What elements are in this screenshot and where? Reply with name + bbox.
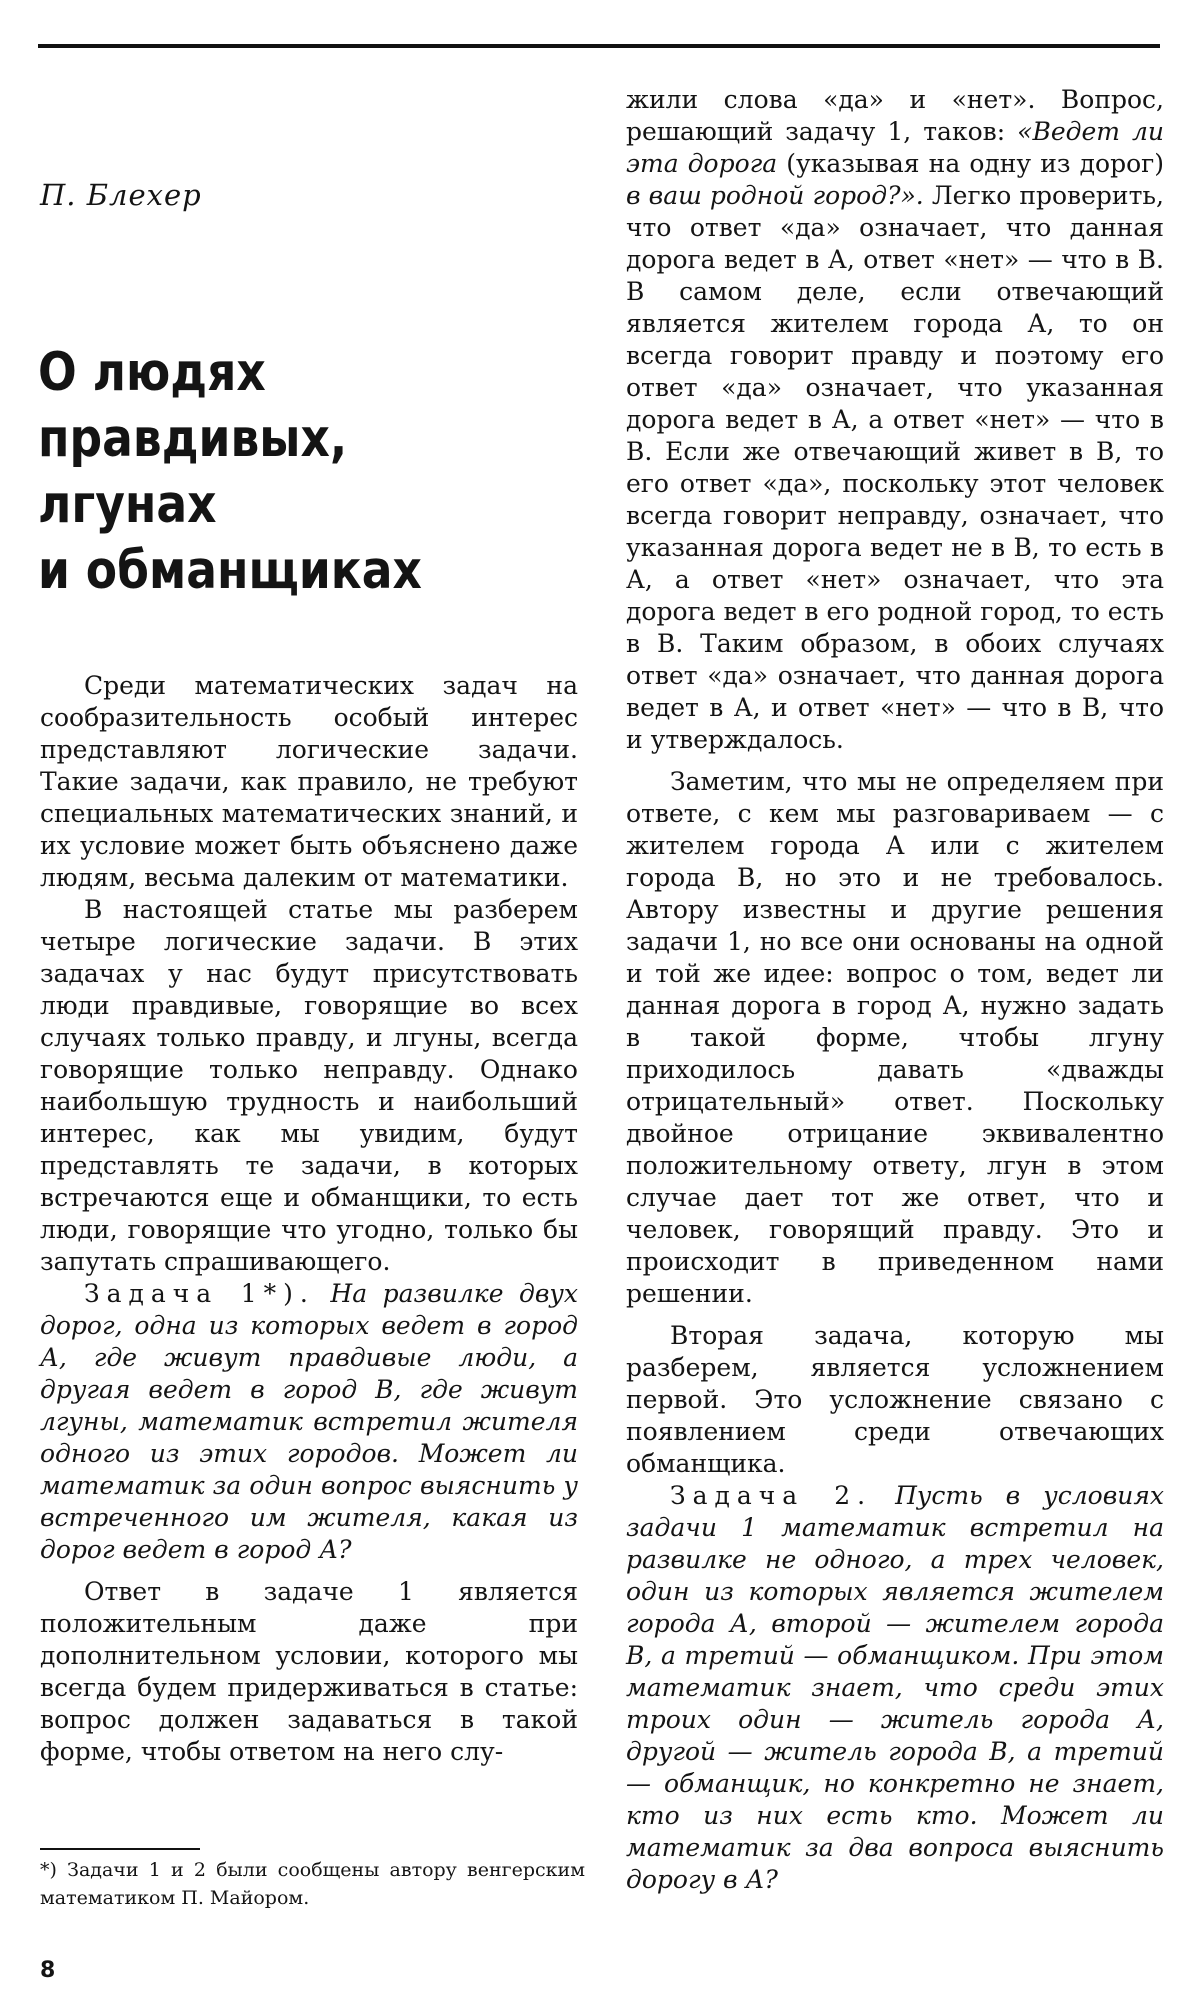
title-line-1: О людях (38, 342, 266, 403)
solution-text-c: Легко проверить, что ответ «да» означает, что данная дорога ведет в А, ответ «нет» — что в В. В самом деле, если отвечающий является жителем города А, то он всегда говорит правду и поэтому его ответ «да» означает, что указанная дорога ведет в А, а ответ «нет» — что в В. Если же отвечающий живет в В, то его ответ «да», поскольку этот человек всегда говорит неправду, означает, что указанная дорога ведет не в В, то есть в А, а ответ «нет» означает, что эта дорога ведет в его родной город, то есть в В. Таким образом, в обоих случаях ответ «да» означает, что данная дорога ведет в А, и ответ «нет» — что в В, что и утверждалось. (626, 181, 1164, 754)
solution-question-b: в ваш родной город?». (626, 181, 924, 210)
title-line-4: и обманщиках (38, 540, 422, 601)
page-number: 8 (40, 1958, 56, 1983)
article-title (38, 340, 520, 604)
task-2-label: Задача 2. (670, 1481, 873, 1510)
title-line-2: правдивых, (38, 408, 348, 469)
task-2-text: Пусть в условиях задачи 1 математик встретил на развилке не одного, а трех человек, один из которых является жителем города А, второй — жителем города В, а третий — обманщиком. При этом математик знает, что среди этих троих один — житель города А, другой — житель города В, а третий — обманщик, но конкретно не знает, кто из них есть кто. Может ли математик за два вопроса выяснить дорогу в А? (626, 1481, 1164, 1894)
intro-paragraph: Среди математических задач на сообразительность особый интерес представляют логические задачи. Такие задачи, как правило, не требуют специальных математических знаний, и их условие может быть объяснено даже людям, весьма далеким от математики. (40, 671, 578, 892)
author-name: П. Блехер (40, 178, 202, 212)
task-2-statement (626, 1480, 1164, 1896)
footnote: *) Задачи 1 и 2 были сообщены автору венгерским математиком П. Майором. (40, 1859, 585, 1909)
solution-question-a: «Ведет ли эта дорога (626, 117, 1164, 178)
footnote-rule (40, 1848, 200, 1850)
task-1-statement (40, 1278, 578, 1566)
right-column (626, 84, 1164, 1896)
task-1-label: Задача 1*). (84, 1279, 315, 1308)
overview-paragraph: В настоящей статье мы разберем четыре логические задачи. В этих задачах у нас будут присутствовать люди правдивые, говорящие во всех случаях только правду, и лгуны, всегда говорящие только неправду. Однако наибольшую трудность и наибольший интерес, как мы увидим, будут представлять те задачи, в которых встречаются еще и обманщики, то есть люди, говорящие что угодно, только бы запутать спрашивающего. (40, 895, 578, 1276)
second-task-intro: Вторая задача, которую мы разберем, является усложнением первой. Это усложнение связано с появлением среди отвечающих обманщика. (626, 1321, 1164, 1478)
top-rule (38, 44, 1160, 48)
left-column (40, 670, 578, 1768)
solution-text-a: жили слова «да» и «нет». Вопрос, решающий задачу 1, таков: (626, 85, 1164, 146)
title-line-3: лгунах (38, 474, 217, 535)
task-1-text: На развилке двух дорог, одна из которых ведет в город А, где живут правдивые люди, а другая ведет в город В, где живут лгуны, математик встретил жителя одного из этих городов. Может ли математик за один вопрос выяснить у встреченного им жителя, какая из дорог ведет в город А? (40, 1279, 579, 1564)
solution-text-b: (указывая на одну из дорог) (786, 149, 1164, 178)
solution-paragraph (626, 84, 1164, 756)
answer-paragraph: Ответ в задаче 1 является положительным даже при дополнительном условии, которого мы всегда будем придерживаться в статье: вопрос должен задаваться в такой форме, чтобы ответом на него слу- (40, 1577, 578, 1766)
note-paragraph: Заметим, что мы не определяем при ответе, с кем мы разговариваем — с жителем города А или с жителем города В, но это и не требовалось. Автору известны и другие решения задачи 1, но все они основаны на одной и той же идее: вопрос о том, ведет ли данная дорога в город А, нужно задать в такой форме, чтобы лгуну приходилось давать «дважды отрицательный» ответ. Поскольку двойное отрицание эквивалентно положительному ответу, лгун в этом случае дает тот же ответ, что и человек, говорящий правду. Это и происходит в приведенном нами решении. (626, 767, 1164, 1308)
